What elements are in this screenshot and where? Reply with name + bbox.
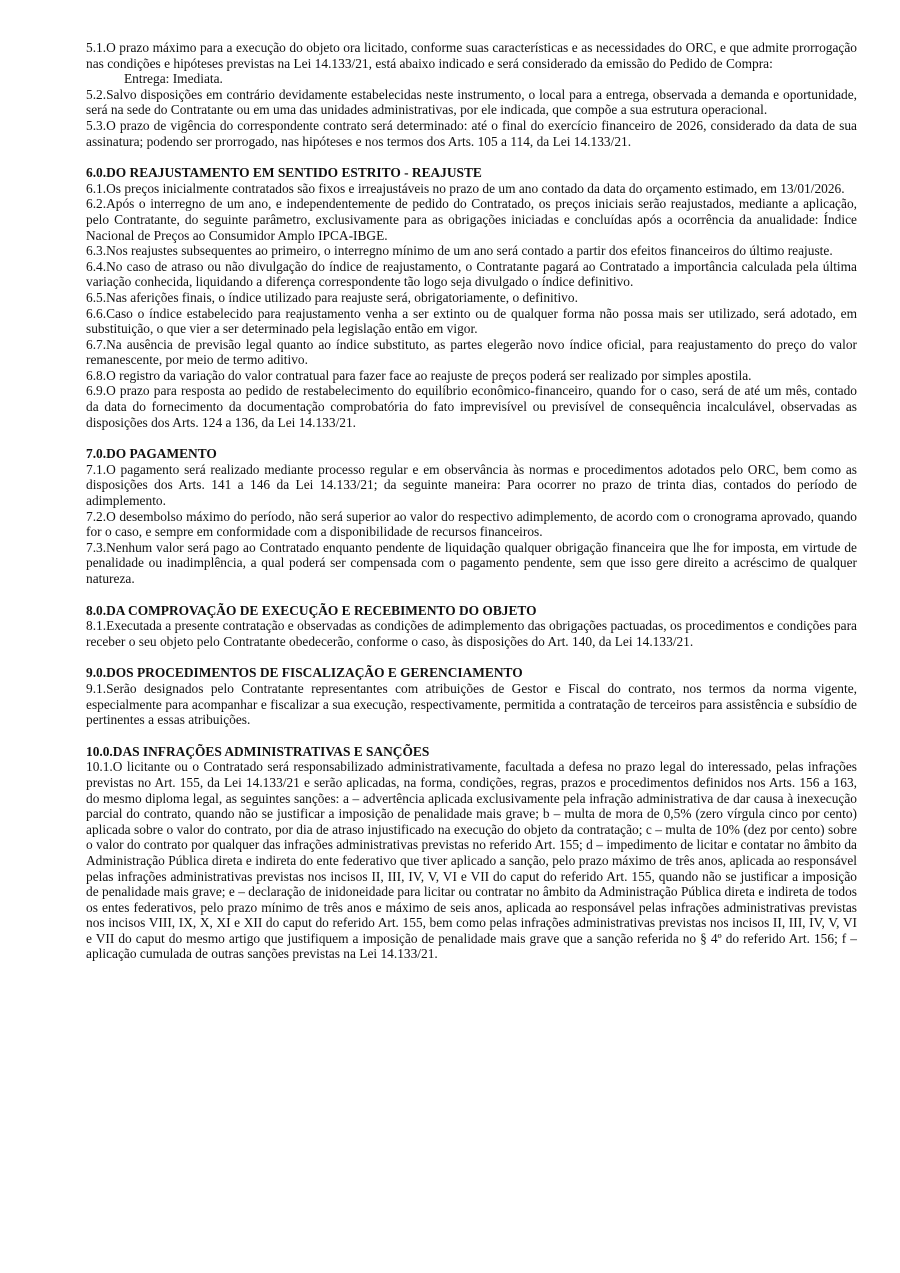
clause-6-2: 6.2.Após o interregno de um ano, e independentemente de pedido do Contratado, os preços iniciais serão reajustados, mediante a aplicação, pelo Contratante, do seguinte parâmetro, exclusivamente para as obrigações iniciadas e concluídas após a ocorrência da anualidade: Índice Nacional de Preços ao Consumidor Amplo IPCA-IBGE. xyxy=(86,196,857,243)
section-7-heading: 7.0.DO PAGAMENTO xyxy=(86,446,217,462)
section-8 xyxy=(86,603,857,650)
clause-7-3: 7.3.Nenhum valor será pago ao Contratado enquanto pendente de liquidação qualquer obrigação financeira que lhe for imposta, em virtude de penalidade ou inadimplência, a qual poderá ser compensada com o pagamento pendente, sem que isso gere direito a acréscimo de qualquer natureza. xyxy=(86,539,857,586)
clause-6-4: 6.4.No caso de atraso ou não divulgação do índice de reajustamento, o Contratante pagará ao Contratado a importância calculada pela última variação conhecida, liquidando a diferença correspondente tão logo seja divulgado o índice definitivo. xyxy=(86,258,857,290)
section-9-heading: 9.0.DOS PROCEDIMENTOS DE FISCALIZAÇÃO E GERENCIAMENTO xyxy=(86,665,523,681)
clause-7-1: 7.1.O pagamento será realizado mediante processo regular e em observância às normas e procedimentos adotados pelo ORC, bem como as disposições dos Arts. 141 a 146 da Lei 14.133/21; da seguinte maneira: Para ocorrer no prazo de trinta dias, contados do período de adimplemento. xyxy=(86,461,857,509)
section-10-heading: 10.0.DAS INFRAÇÕES ADMINISTRATIVAS E SANÇÕES xyxy=(86,743,430,759)
section-10 xyxy=(86,744,857,962)
clause-5-1: 5.1.O prazo máximo para a execução do objeto ora licitado, conforme suas características e as necessidades do ORC, e que admite prorrogação nas condições e hipóteses previstas na Lei 14.133/21, está abaixo indicado e será considerado da emissão do Pedido de Compra: xyxy=(86,40,857,71)
clause-6-3: 6.3.Nos reajustes subsequentes ao primeiro, o interregno mínimo de um ano será contado a partir dos efeitos financeiros do último reajuste. xyxy=(86,243,833,259)
clause-6-5: 6.5.Nas aferições finais, o índice utilizado para reajuste será, obrigatoriamente, o definitivo. xyxy=(86,289,578,305)
clause-10-1: 10.1.O licitante ou o Contratado será responsabilizado administrativamente, facultada a defesa no prazo legal do interessado, pelas infrações previstas no Art. 155, da Lei 14.133/21 e serão aplicadas, na forma, condições, regras, prazos e procedimentos definidos nos Arts. 156 a 163, do mesmo diploma legal, as seguintes sanções: a – advertência aplicada exclusivamente pela infração administrativa de dar causa à inexecução parcial do contrato, quando não se justificar a imposição de penalidade mais grave; b – multa de mora de 0,5% (zero vírgula cinco por cento) aplicada sobre o valor do contrato, por dia de atraso injustificado na execução do objeto da contratação; c – multa de 10% (dez por cento) sobre o valor do contrato por qualquer das infrações administrativas previstas no referido Art. 155; d – impedimento de licitar e contatar no âmbito da Administração Pública direta e indireta do ente federativo que tiver aplicado a sanção, pelo prazo máximo de três anos, aplicada ao responsável pelas infrações administrativas previstas nos incisos II, III, IV, V, VI e VII do caput do referido Art. 155, quando não se justificar a imposição de penalidade mais grave; e – declaração de inidoneidade para licitar ou contratar no âmbito da Administração Pública direta e indireta de todos os entes federativos, pelo prazo mínimo de três anos e máximo de seis anos, aplicada ao responsável pelas infrações administrativas previstas nos incisos VIII, IX, X, XI e XII do caput do referido Art. 155, bem como pelas infrações administrativas previstas nos incisos II, III, IV, V, VI e VII do caput do mesmo artigo que justifiquem a imposição de penalidade mais grave que a sanção referida no § 4º do referido Art. 156; f – aplicação cumulada de outras sanções previstas na Lei 14.133/21. xyxy=(86,759,857,962)
section-8-heading: 8.0.DA COMPROVAÇÃO DE EXECUÇÃO E RECEBIMENTO DO OBJETO xyxy=(86,602,537,618)
clause-6-7: 6.7.Na ausência de previsão legal quanto ao índice substituto, as partes elegerão novo índice oficial, para reajustamento do preço do valor remanescente, por meio de termo aditivo. xyxy=(86,336,857,368)
clause-5-2: 5.2.Salvo disposições em contrário devidamente estabelecidas neste instrumento, o local para a entrega, observada a demanda e oportunidade, será na sede do Contratante ou em uma das unidades administrativas, por ele indicada, que compõe a sua estrutura operacional. xyxy=(86,86,857,118)
clause-8-1: 8.1.Executada a presente contratação e observadas as condições de adimplemento das obrigações pactuadas, os procedimentos e condições para receber o seu objeto pelo Contratante obedecerão, conforme o caso, às disposições do Art. 140, da Lei 14.133/21. xyxy=(86,618,857,649)
clause-9-1: 9.1.Serão designados pelo Contratante representantes com atribuições de Gestor e Fiscal do contrato, nos termos da norma vigente, especialmente para acompanhar e fiscalizar a sua execução, respectivamente, permitida a contratação de terceiros para assistência e subsídio de pertinentes a essas atribuições. xyxy=(86,680,857,728)
clause-5-3: 5.3.O prazo de vigência do correspondente contrato será determinado: até o final do exercício financeiro de 2026, considerado da data de sua assinatura; podendo ser prorrogado, nas hipóteses e nos termos dos Arts. 105 a 114, da Lei 14.133/21. xyxy=(86,117,857,149)
clause-6-8: 6.8.O registro da variação do valor contratual para fazer face ao reajuste de preços poderá ser realizado por simples apostila. xyxy=(86,367,752,383)
section-5 xyxy=(86,40,857,149)
section-9 xyxy=(86,665,857,727)
clause-7-2: 7.2.O desembolso máximo do período, não será superior ao valor do respectivo adimplemento, de acordo com o cronograma aprovado, quando for o caso, e sempre em conformidade com a disponibilidade de recursos financeiros. xyxy=(86,508,857,540)
clause-6-1: 6.1.Os preços inicialmente contratados são fixos e irreajustáveis no prazo de um ano contado da data do orçamento estimado, em 13/01/2026. xyxy=(86,180,845,196)
clause-6-6: 6.6.Caso o índice estabelecido para reajustamento venha a ser extinto ou de qualquer forma não possa mais ser utilizado, será adotado, em substituição, o que vier a ser determinado pela legislação então em vigor. xyxy=(86,305,857,337)
delivery-term: Entrega: Imediata. xyxy=(124,71,223,87)
clause-6-9: 6.9.O prazo para resposta ao pedido de restabelecimento do equilíbrio econômico-financeiro, quando for o caso, será de até um mês, contado da data do fornecimento da documentação comprobatória do fato imprevisível ou previsível de consequência incalculável, observadas as disposições dos Arts. 124 a 136, da Lei 14.133/21. xyxy=(86,383,857,430)
section-6 xyxy=(86,165,857,430)
section-7 xyxy=(86,446,857,586)
section-6-heading: 6.0.DO REAJUSTAMENTO EM SENTIDO ESTRITO - REAJUSTE xyxy=(86,165,482,181)
